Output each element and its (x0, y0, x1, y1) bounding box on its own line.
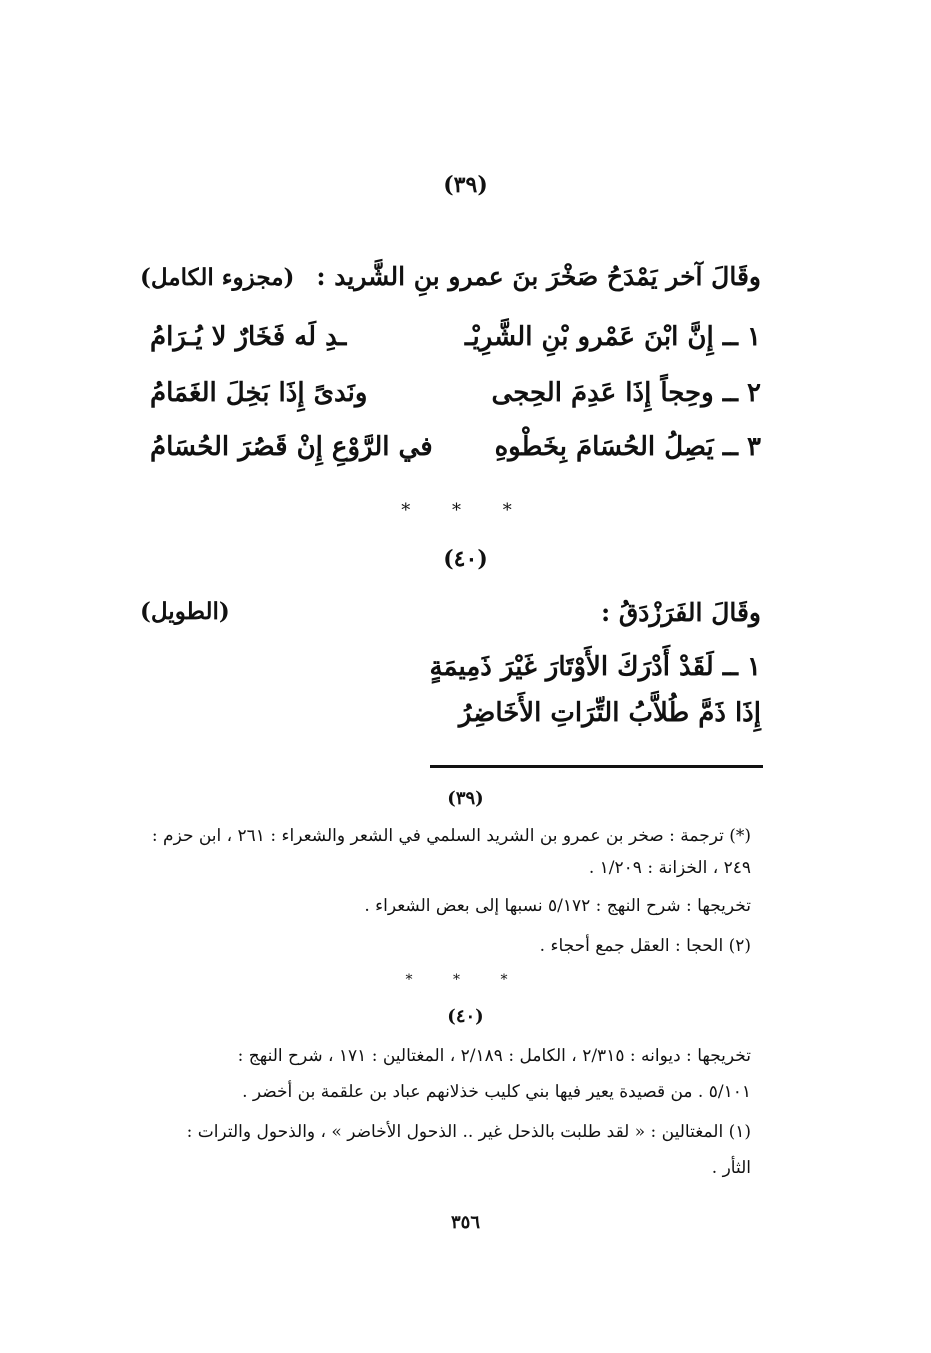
poem-39-verse-3 (150, 432, 761, 476)
section-separator: * * * (401, 500, 530, 521)
poem-40-number: (٤٠) (443, 546, 488, 572)
poem-40-intro: وقَالَ الفَرَزْدَقُ : (600, 598, 761, 627)
verse-second-hemistich: في الرَّوْعِ إِنْ قَصُرَ الحُسَامُ (150, 432, 433, 462)
verse-first-hemistich: ٣ ــ يَصِلُ الحُسَامَ بِخَطْوهِ (494, 432, 761, 462)
footnote-39-number: (٣٩) (447, 788, 484, 809)
verse-second-hemistich: ـدِ لَه فَخَارٌ لا يُـرَامُ (150, 322, 347, 352)
footnote-39-note-2: (٢) الحجا : العقل جمع أحجاء . (539, 936, 751, 956)
footnote-39-bio-line-2: ٢٤٩ ، الخزانة : ١/٢٠٩ . (588, 858, 751, 878)
verse-first-hemistich: ٢ ــ وحِجاً إِذَا عَدِمَ الحِجى (491, 378, 761, 408)
footnote-40-note-1-line-2: الثأر . (711, 1158, 751, 1178)
footnote-39-bio-line-1: (*) ترجمة : صخر بن عمرو بن الشريد السلمي في الشعر والشعراء : ٢٦١ ، ابن حزم : (151, 826, 751, 846)
poem-39-verse-1 (150, 322, 761, 366)
verse-second-hemistich: ونَدىً إِذَا بَخِلَ الغَمَامُ (150, 378, 368, 408)
poem-39-verse-2 (150, 378, 761, 422)
poem-39-number: (٣٩) (443, 172, 488, 198)
page-number: ٣٥٦ (450, 1212, 480, 1233)
footnote-40-note-1-line-1: (١) المغتالين : « لقد طلبت بالذحل غير .. الذحول الأخاضر » ، والذحول والترات : (186, 1122, 751, 1142)
footnote-40-number: (٤٠) (447, 1006, 484, 1027)
footnote-separator: * * * (405, 972, 526, 988)
poem-40-verse-1-second: إِذَا ذَمَّ طُلاَّبُ التِّرَاتِ الأَخَاضِرُ (458, 698, 761, 728)
poem-40-verse-1-first: ١ ــ لَقَدْ أَدْرَكَ الأَوْتَارَ غَيْرَ ذَمِيمَةٍ (429, 652, 761, 682)
verse-first-hemistich: ١ ــ إِنَّ ابْنَ عَمْرو بْنِ الشَّرِيْـ (464, 322, 761, 352)
footnote-39-takhrij: تخريجها : شرح النهج : ٥/١٧٢ نسبها إلى بعض الشعراء . (364, 896, 751, 916)
footnote-divider (430, 765, 763, 768)
footnote-40-takhrij-line-2: ٥/١٠١ . من قصيدة يعير فيها بني كليب خذلانهم عباد بن علقمة بن أخضر . (242, 1082, 751, 1102)
poem-39-meter: (مجزوء الكامل) (140, 264, 295, 291)
footnote-40-takhrij-line-1: تخريجها : ديوانه : ٢/٣١٥ ، الكامل : ٢/١٨٩ ، المغتالين : ١٧١ ، شرح النهج : (237, 1046, 751, 1066)
poem-39-intro: وقَالَ آخر يَمْدَحُ صَخْرَ بنَ عمرو بنِ الشَّريد : (316, 262, 761, 291)
poem-40-meter: (الطويل) (140, 598, 230, 625)
